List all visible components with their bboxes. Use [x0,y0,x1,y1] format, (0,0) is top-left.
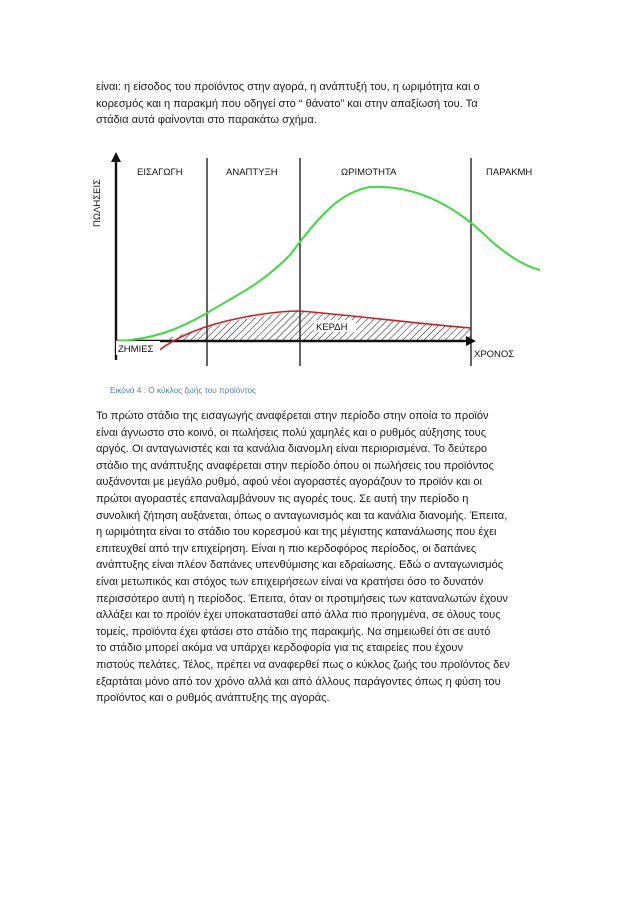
text-line: αλλάξει και το προϊόν έχει υποκατασταθεί από άλλα πιο προηγμένα, σε όλους τους [96,609,501,622]
text-line: αργός. Οι ανταγωνιστές και τα κανάλια διανομλη είναι περιορισμένα. Το δεύτερο [96,443,488,456]
text-line: πιστούς πελάτες. Τέλος, πρέπει να αναφερθεί πως ο κύκλος ζωής του προϊόντος δεν [96,658,510,671]
text-line: είναι: η είσοδος του προϊόντος στην αγορά, η ανάπτυξή του, η ωριμότητα και ο [96,81,480,93]
intro-paragraph [96,79,548,129]
text-line: τομείς, προϊόντα έχει φτάσει στο στάδιο της παρακμής. Να σημειωθεί ότι σε αυτό [96,625,491,638]
stage-label-introduction: ΕΙΣΑΓΩΓΗ [137,167,183,178]
text-line: αυξάνονται με μεγάλο ρυθμό, αφού νέοι αγοραστές αγοράζουν το προϊόν και οι [96,476,482,489]
text-line: επιτευχθεί από την επιχείρηση. Είναι η πιο κερδοφόρος περίοδος, οι δαπάνες [96,542,477,555]
text-line: Το πρώτο στάδιο της εισαγωγής αναφέρεται στην περίοδο στην οποία το προϊόν [96,410,489,422]
text-line: προϊόντος και ο ρυθμός ανάπτυξης της αγοράς. [96,692,330,705]
text-line: είναι μετωπικός και στόχος των επιχειρήσεων είναι να κρατήσει όσο το δυνατόν [96,575,484,588]
stage-label-growth: ΑΝΑΠΤΥΞΗ [226,167,278,178]
y-axis-label: ΠΩΛΗΣΕΙΣ [92,179,103,227]
x-axis-label: ΧΡΟΝΟΣ [474,349,515,360]
text-line: συνολική ζήτηση αυξάνεται, όπως ο ανταγωνισμός και τα κανάλια διανομής. Έπειτα, [96,509,508,522]
text-line: πρώτοι αγοραστές επαναλαμβάνουν τις αγορές τους. Σε αυτή την περίοδο η [96,492,469,505]
product-life-cycle-diagram [84,150,554,372]
text-line: κορεσμός και η παρακμή που οδηγεί στο “ θάνατο” και στην απαξίωσή του. Τα [96,97,478,110]
text-line: είναι άγνωστο στο κοινό, οι πωλήσεις πολύ χαμηλές και ο ρυθμός αύξησης τους [96,426,487,439]
profit-label: ΚΕΡΔΗ [316,322,348,333]
text-line: εξαρτάται μόνο από τον χρόνο αλλά και από άλλους παράγοντες όπως η φύση του [96,675,501,688]
stage-label-decline: ΠΑΡΑΚΜΗ [486,167,533,178]
text-line: η ωριμότητα είναι το στάδιο του κορεσμού και της μέγιστης κατανάλωσης που έχει [96,526,497,539]
y-axis-arrow [111,152,121,162]
text-line: περισσότερο αυτή η περίοδος. Έπειτα, όταν οι προτιμήσεις των καταναλωτών έχουν [96,592,508,605]
text-line: στάδιο της ανάπτυξης αναφέρεται στην περίοδο όπου οι πωλήσεις του προϊόντος [96,459,494,472]
figure-caption: Εικόνα 4 : Ο κύκλος ζωής του προϊόντος [110,386,256,395]
text-line: ανάπτυξης είναι πλέον δαπάνες υπενθύμισης και εδραίωσης. Εδώ ο ανταγωνισμός [96,559,504,572]
stage-label-maturity: ΩΡΙΜΟΤΗΤΑ [341,167,397,178]
body-paragraph [96,408,548,707]
text-line: στάδια αυτά φαίνονται στο παρακάτω σχήμα. [96,114,317,127]
loss-label: ΖΗΜΙΕΣ [118,344,154,355]
text-line: το στάδιο μπορεί ακόμα να υπάρχει κερδοφορία για τις εταιρείες που έχουν [96,642,464,655]
